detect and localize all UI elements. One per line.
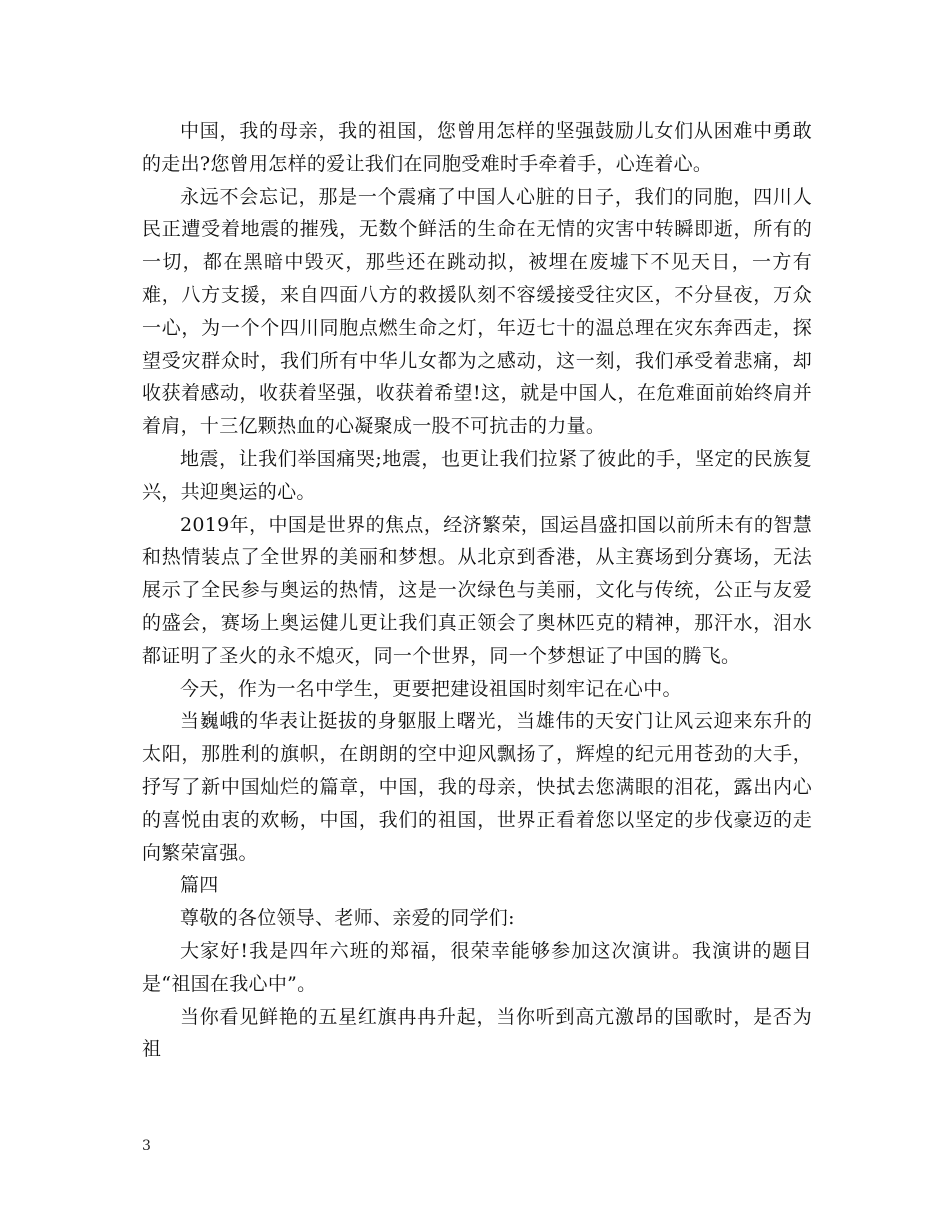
paragraph-flag: 当你看见鲜艳的五星红旗冉冉升起，当你听到高亢激昂的国歌时，是否为祖 <box>142 1005 812 1061</box>
paragraph-student: 今天，作为一名中学生，更要把建设祖国时刻牢记在心中。 <box>180 677 682 700</box>
body-text <box>142 115 812 1066</box>
section-heading: 篇四 <box>180 874 219 897</box>
paragraph-greeting: 尊敬的各位领导、老师、亲爱的同学们: <box>180 907 515 930</box>
page-number: 3 <box>142 1138 151 1154</box>
paragraph-olympics: 2019年，中国是世界的焦点，经济繁荣，国运昌盛扣国以前所未有的智慧和热情装点了全世界的美丽和梦想。从北京到香港，从主赛场到分赛场，无法展示了全民参与奥运的热情，这是一次绿色与美丽，文化与传统，公正与友爱的盛会，赛场上奥运健儿更让我们真正领会了奥林匹克的精神，那汗水，泪水都证明了圣火的永不熄灭，同一个世界，同一个梦想证了中国的腾飞。 <box>142 513 812 667</box>
paragraph-earthquake: 永远不会忘记，那是一个震痛了中国人心脏的日子，我们的同胞，四川人民正遭受着地震的摧残，无数个鲜活的生命在无情的灾害中转瞬即逝，所有的一切，都在黑暗中毁灭，那些还在跳动拟，被埋在废墟下不见天日，一方有难，八方支援，来自四面八方的救援队刻不容缓接受往灾区，不分昼夜，万众一心，为一个个四川同胞点燃生命之灯，年迈七十的温总理在灾东奔西走，探望受灾群众时，我们所有中华儿女都为之感动，这一刻，我们承受着悲痛，却收获着感动，收获着坚强，收获着希望!这，就是中国人，在危难面前始终肩并着肩，十三亿颗热血的心凝聚成一股不可抗击的力量。 <box>142 185 812 438</box>
paragraph-intro: 中国，我的母亲，我的祖国，您曾用怎样的坚强鼓励儿女们从困难中勇敢的走出?您曾用怎样的爱让我们在同胞受难时手牵着手，心连着心。 <box>142 120 812 175</box>
paragraph-unity: 地震，让我们举国痛哭;地震，也更让我们拉紧了彼此的手，坚定的民族复兴，共迎奥运的心。 <box>142 447 812 503</box>
paragraph-motherland: 当巍峨的华表让挺拔的身躯服上曙光，当雄伟的天安门让风云迎来东升的太阳，那胜利的旗帜，在朗朗的空中迎风飘扬了，辉煌的纪元用苍劲的大手，抒写了新中国灿烂的篇章，中国，我的母亲，快拭去您满眼的泪花，露出内心的喜悦由衷的欢畅，中国，我们的祖国，世界正看着您以坚定的步伐豪迈的走向繁荣富强。 <box>142 710 812 864</box>
paragraph-speech-intro: 大家好!我是四年六班的郑福，很荣幸能够参加这次演讲。我演讲的题目是“祖国在我心中”。 <box>142 939 812 995</box>
